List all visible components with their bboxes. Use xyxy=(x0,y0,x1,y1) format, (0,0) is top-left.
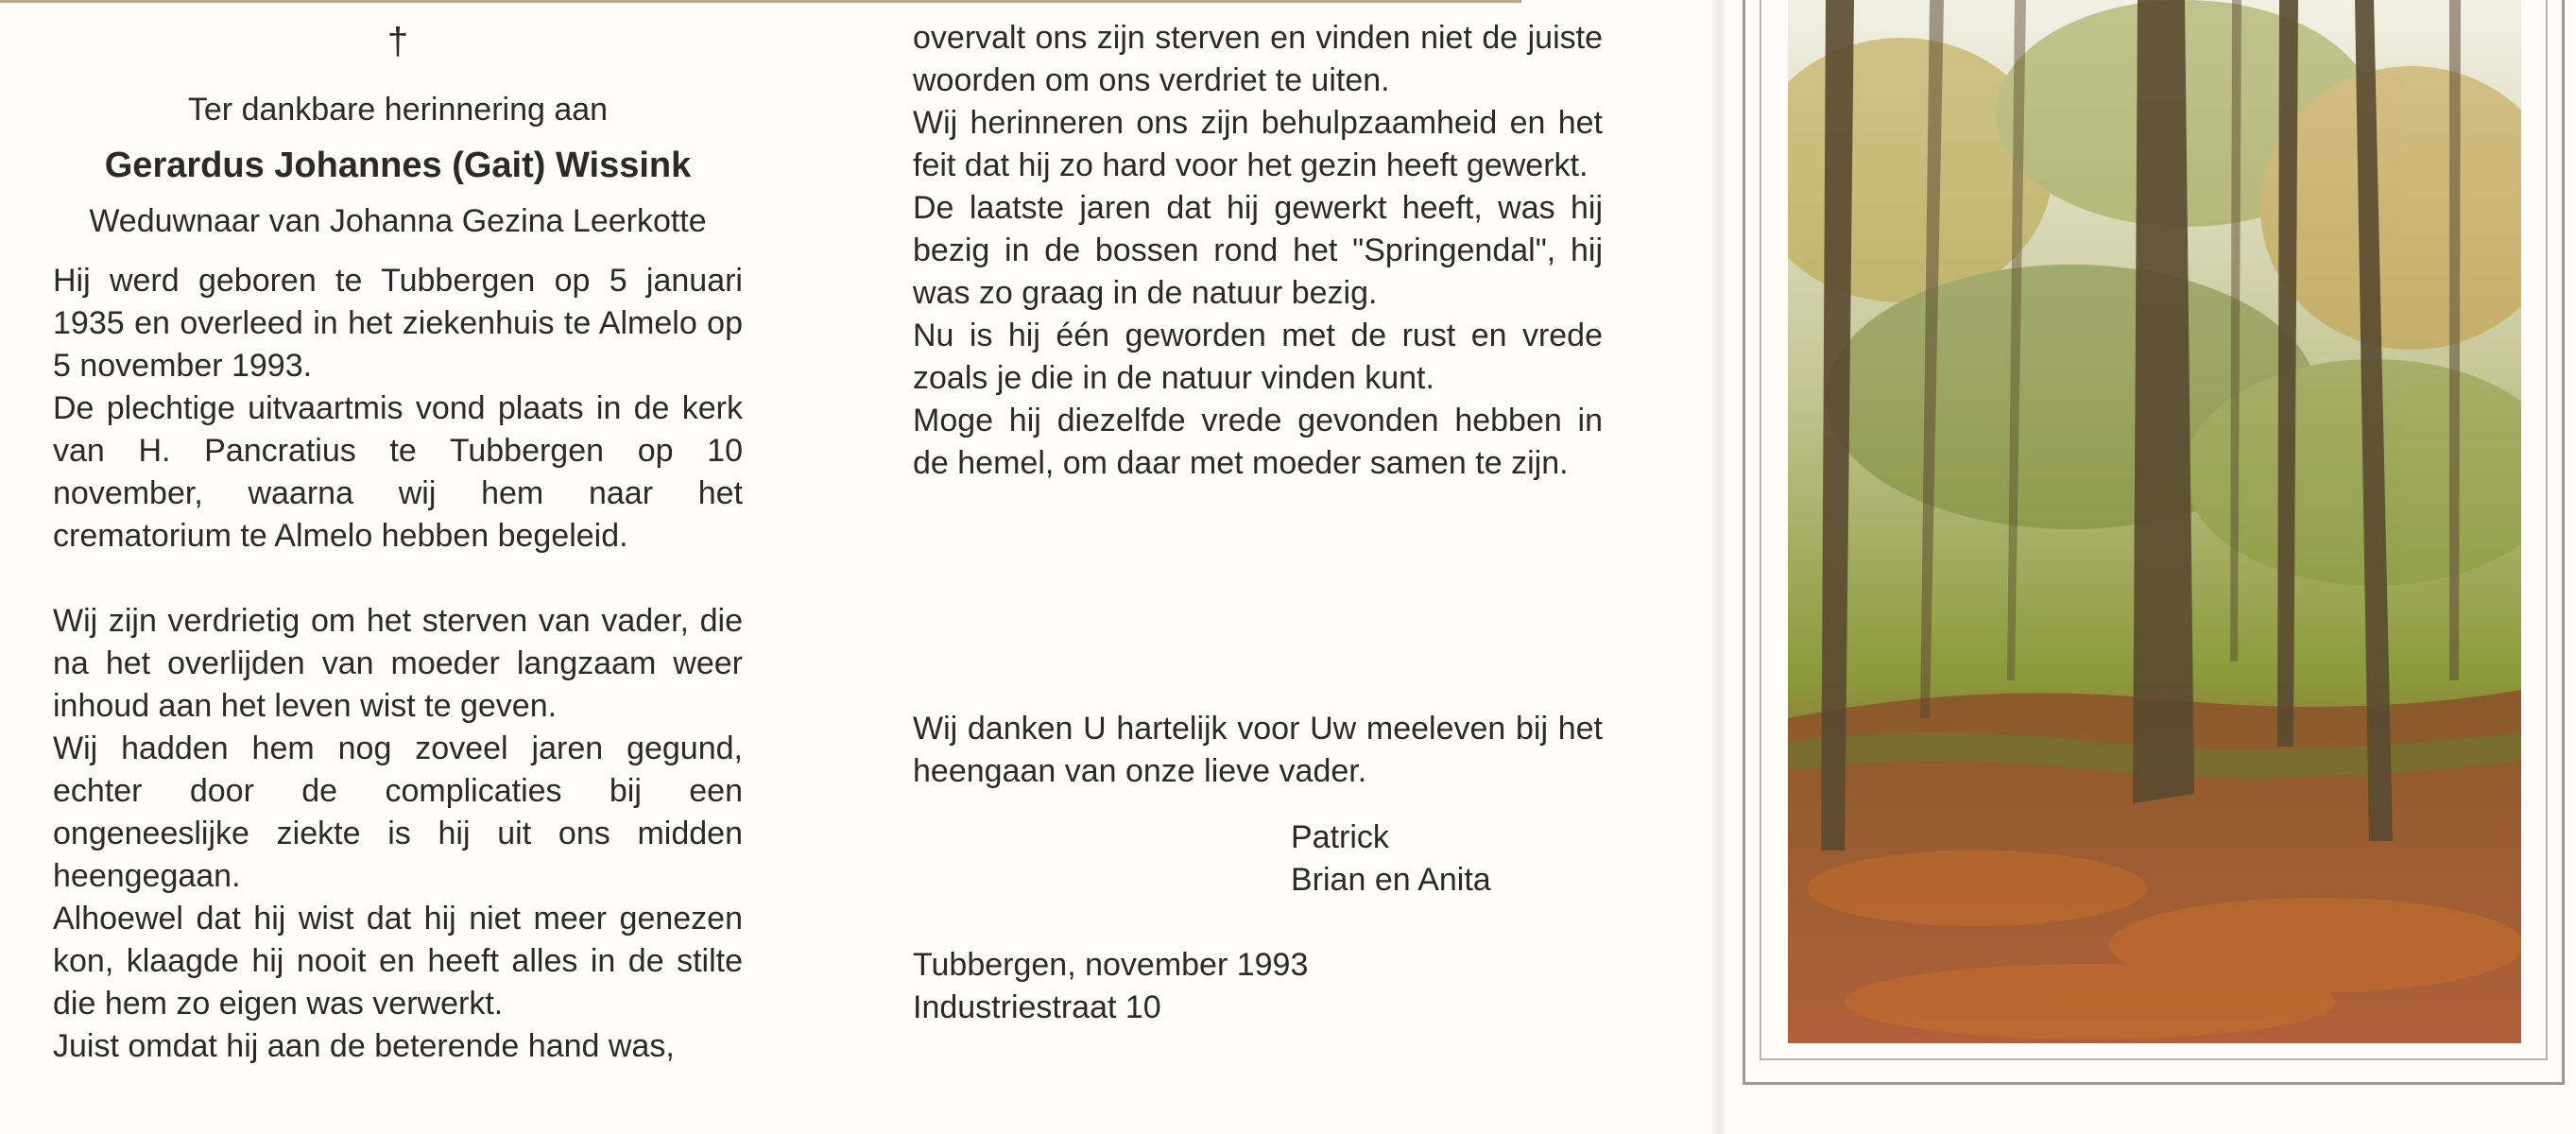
top-edge-line xyxy=(0,0,1521,3)
cross-symbol: † xyxy=(386,21,409,62)
left-text-column xyxy=(53,13,743,1068)
paragraph-silence: Alhoewel dat hij wist dat hij niet meer genezen kon, klaagde hij nooit en heeft alles in de stilte die hem zo eigen was verwerkt. xyxy=(53,901,743,1022)
paragraph-helpfulness: Wij herinneren ons zijn behulpzaamheid en het feit dat hij zo hard voor het gezin heeft gewerkt. xyxy=(913,105,1603,183)
middle-text-column xyxy=(913,17,1603,1029)
paragraph-funeral: De plechtige uitvaartmis vond plaats in de kerk van H. Pancratius te Tubbergen op 10 november, waarna wij hem naar het crematorium te Almelo hebben begeleid. xyxy=(53,390,743,554)
paragraph-sorrow: Wij zijn verdrietig om het sterven van vader, die na het overlijden van moeder langzaam weer inhoud aan het leven wist te geven. xyxy=(53,603,743,724)
paragraph-illness: Wij hadden hem nog zoveel jaren gegund, echter door de complicaties bij een ongeneeslijke ziekte is hij uit ons midden heengegaan. xyxy=(53,730,743,894)
intro-line: Ter dankbare herinnering aan xyxy=(187,92,609,128)
paragraph-birth-death: Hij werd geboren te Tubbergen op 5 januari 1935 en overleed in het ziekenhuis te Almelo op 5 november 1993. xyxy=(53,263,743,384)
widower-line: Weduwnaar van Johanna Gezina Leerkotte xyxy=(89,203,707,239)
paragraph-recovery: Juist omdat hij aan de beterende hand was, xyxy=(53,1028,675,1064)
autumn-forest-photo xyxy=(1788,0,2521,1043)
paragraph-springendal: De laatste jaren dat hij gewerkt heeft, was hij bezig in de bossen rond het "Springendal", hij was zo graag in de natuur bezig. xyxy=(913,190,1603,311)
place-date: Tubbergen, november 1993 xyxy=(913,947,1309,983)
paragraph-sudden-death: overvalt ons zijn sterven en vinden niet de juiste woorden om ons verdriet te uiten. xyxy=(913,20,1603,98)
deceased-name: Gerardus Johannes (Gait) Wissink xyxy=(104,146,692,185)
paragraph-heaven: Moge hij diezelfde vrede gevonden hebben in de hemel, om daar met moeder samen te zijn. xyxy=(913,403,1603,481)
card-fold-line xyxy=(1712,0,1726,1134)
address: Industriestraat 10 xyxy=(913,989,1161,1025)
thanks-paragraph: Wij danken U hartelijk voor Uw meeleven bij het heengaan van onze lieve vader. xyxy=(913,711,1603,789)
signature-brian-anita: Brian en Anita xyxy=(1291,862,1491,898)
paragraph-peace: Nu is hij één geworden met de rust en vrede zoals je die in de natuur vinden kunt. xyxy=(913,318,1603,396)
signature-patrick: Patrick xyxy=(1291,819,1389,855)
